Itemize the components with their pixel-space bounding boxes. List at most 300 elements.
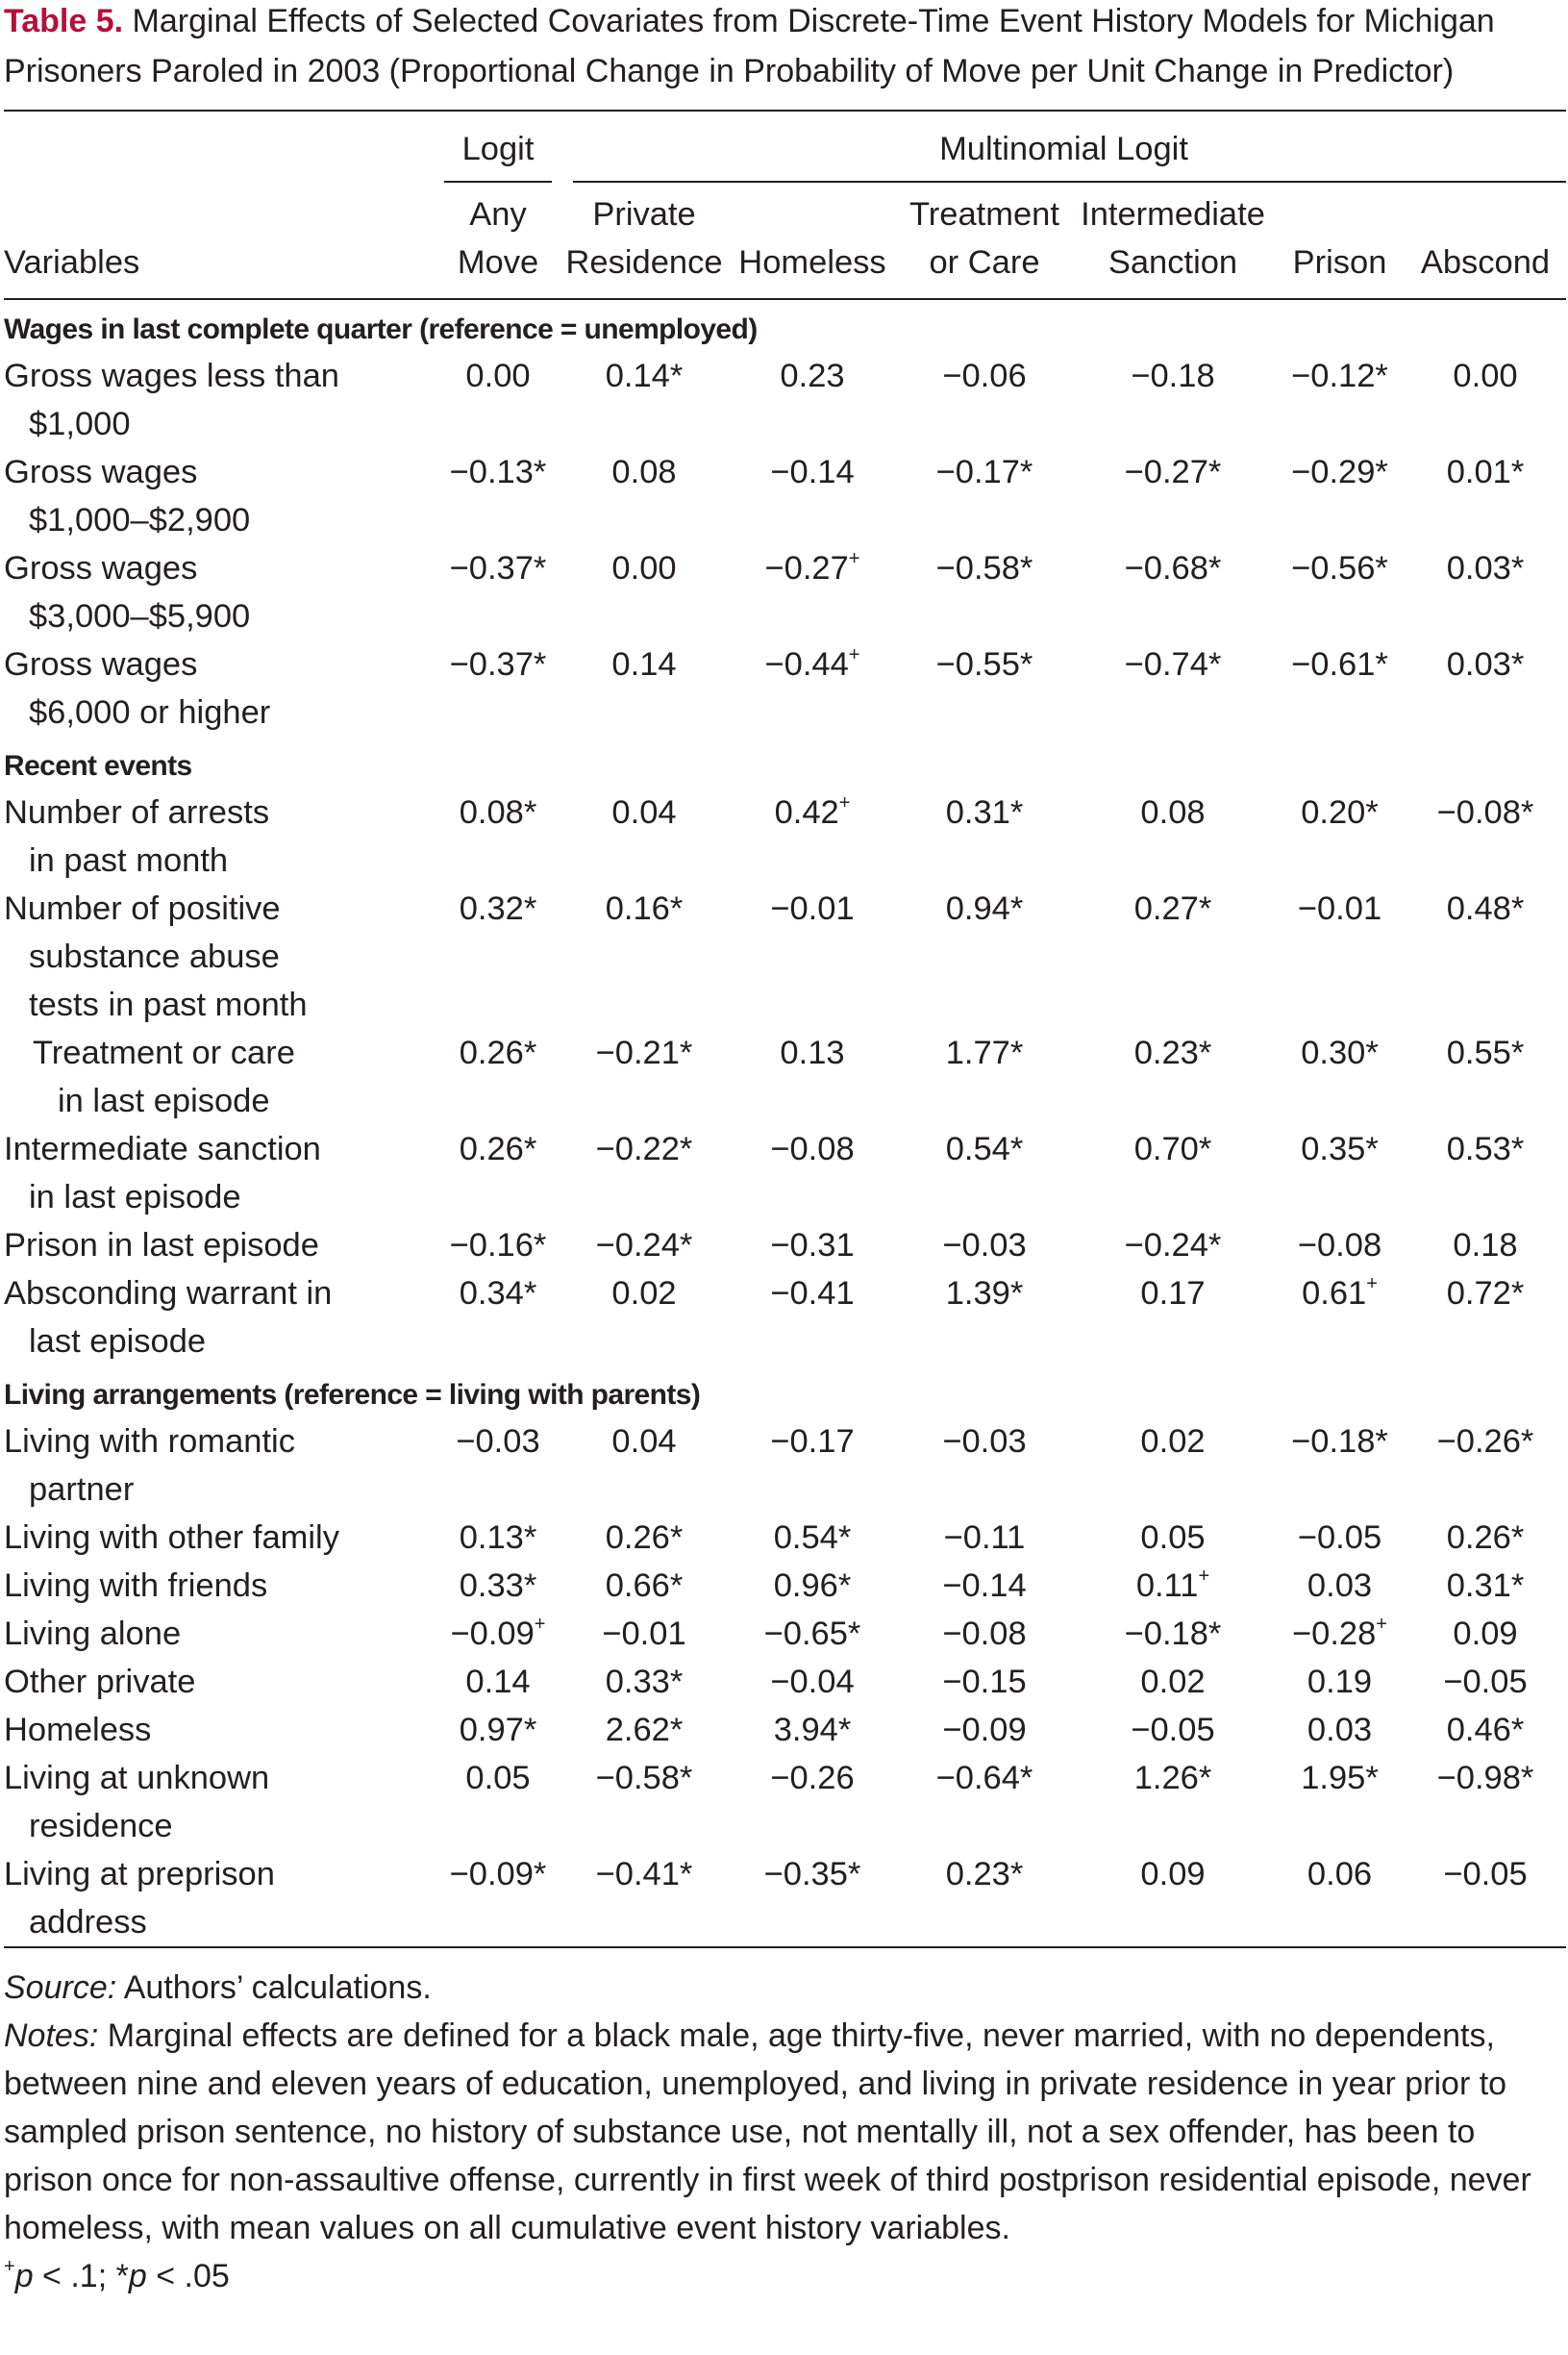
value: −0.09 — [942, 1712, 1027, 1748]
value: −0.26 — [1436, 1423, 1521, 1460]
value-cell — [898, 1417, 1071, 1514]
value: 0.26 — [605, 1519, 670, 1556]
value: −0.26 — [770, 1760, 855, 1796]
value: 0.72 — [1446, 1275, 1511, 1312]
value-cell — [1405, 352, 1566, 448]
section-title: Recent events — [4, 750, 192, 782]
notes-text: Marginal effects are defined for a black male, age thirty-five, never married, with no dependents, between nine and eleven years of education, unemployed, and living in private residence in year prior to sampled prison sentence, no history of substance use, not mentally ill, not a sex offender, has been to prison once for non-assaultive offense, currently in first week of third postprison residential episode, never homeless, with mean values on all cumulative event history variables. — [4, 2017, 1531, 2246]
column-header-line1 — [727, 190, 898, 238]
value: 0.02 — [1140, 1423, 1206, 1460]
value-cell — [1405, 789, 1566, 885]
row-label — [4, 1125, 435, 1221]
column-header-line1 — [1275, 190, 1405, 238]
section-header-row — [4, 299, 1566, 352]
value-cell — [1275, 1221, 1405, 1269]
significance-mark: * — [1510, 454, 1525, 490]
value: −0.05 — [1297, 1519, 1382, 1556]
value: −0.22 — [595, 1131, 680, 1167]
row-label-line: Prison in last episode — [4, 1227, 319, 1264]
value-cell — [435, 1125, 561, 1221]
value: 0.94 — [945, 890, 1010, 927]
empty-header-cell — [4, 112, 435, 183]
value: −0.08 — [942, 1616, 1027, 1652]
value: −0.24 — [1124, 1227, 1208, 1264]
value-cell — [1275, 640, 1405, 737]
value: −0.37 — [449, 550, 534, 587]
table-row — [4, 1514, 1566, 1562]
value: −0.31 — [770, 1227, 855, 1264]
value: −0.08 — [1436, 794, 1521, 831]
value-cell — [1275, 1125, 1405, 1221]
value-cell — [435, 885, 561, 1029]
value: −0.14 — [942, 1567, 1027, 1604]
value-cell — [898, 789, 1071, 885]
value: −0.17 — [935, 454, 1020, 490]
value: 0.20 — [1301, 794, 1366, 831]
value-cell — [435, 1610, 561, 1658]
row-label — [4, 789, 435, 885]
value-cell — [898, 1658, 1071, 1706]
row-label-line: Number of positive — [4, 890, 281, 927]
value-cell — [1405, 1850, 1566, 1947]
marginal-effects-table — [4, 110, 1566, 1962]
value-cell — [727, 885, 898, 1029]
value-cell — [1405, 1029, 1566, 1125]
value-cell — [1275, 544, 1405, 640]
value: 0.00 — [465, 358, 531, 394]
value: −0.98 — [1436, 1760, 1521, 1796]
value-cell — [561, 1706, 727, 1754]
table-row — [4, 789, 1566, 885]
row-label — [4, 1610, 435, 1658]
value-cell — [435, 1562, 561, 1610]
row-label-line: Living at unknown — [4, 1760, 270, 1796]
value-cell — [898, 1221, 1071, 1269]
column-header-line1: Intermediate — [1081, 196, 1265, 233]
significance-mark: * — [837, 1712, 852, 1748]
group-header-multinomial-logit: Multinomial Logit — [561, 112, 1566, 183]
value: 0.35 — [1301, 1131, 1366, 1167]
value-cell — [898, 544, 1071, 640]
significance-mark: * — [1375, 1423, 1388, 1460]
notes-paragraph — [4, 2012, 1566, 2252]
significance-mark: * — [669, 1567, 684, 1604]
value: −0.16 — [449, 1227, 534, 1264]
value-cell — [1275, 1417, 1405, 1514]
value: 0.32 — [459, 890, 524, 927]
row-label-line: Gross wages — [4, 454, 198, 490]
value-cell — [435, 1514, 561, 1562]
value: 0.54 — [773, 1519, 838, 1556]
table-row — [4, 1221, 1566, 1269]
value-cell — [898, 1706, 1071, 1754]
value: 0.27 — [1133, 890, 1199, 927]
column-header-0 — [435, 183, 561, 299]
column-header-line2: Move — [457, 244, 539, 281]
value-cell — [561, 352, 727, 448]
value-cell — [1071, 1754, 1275, 1850]
significance-mark: * — [1375, 454, 1388, 490]
significance-mark: * — [679, 1227, 693, 1264]
value-cell — [898, 448, 1071, 544]
value-cell — [561, 544, 727, 640]
significance-mark: * — [1510, 646, 1525, 683]
significance-mark: * — [1019, 550, 1033, 587]
value-cell — [561, 640, 727, 737]
value: −0.13 — [449, 454, 534, 490]
value: −0.08 — [770, 1131, 855, 1167]
significance-mark: * — [1019, 1760, 1033, 1796]
value: −0.01 — [770, 890, 855, 927]
significance-footnote — [4, 2252, 1566, 2300]
value: −0.03 — [942, 1227, 1027, 1264]
value-cell — [1071, 1706, 1275, 1754]
significance-mark: * — [1198, 1035, 1212, 1071]
section-title: Living arrangements (reference = living with parents) — [4, 1379, 701, 1411]
value: 0.00 — [1453, 358, 1518, 394]
table-row — [4, 1754, 1566, 1850]
significance-mark: * — [523, 1567, 537, 1604]
row-label-line: address — [29, 1904, 147, 1941]
value: −0.15 — [942, 1664, 1027, 1700]
value-cell — [435, 1754, 561, 1850]
significance-mark: * — [1365, 1035, 1379, 1071]
row-label — [4, 352, 435, 448]
value-cell — [727, 1125, 898, 1221]
source-text: Authors’ calculations. — [116, 1969, 432, 2006]
value: 0.23 — [780, 358, 845, 394]
significance-mark: * — [1198, 1760, 1212, 1796]
table-notes — [4, 1964, 1566, 2300]
value-cell — [1405, 1125, 1566, 1221]
value: 0.02 — [1140, 1664, 1206, 1700]
table-row — [4, 544, 1566, 640]
value-cell — [561, 448, 727, 544]
value: −0.17 — [770, 1423, 855, 1460]
column-header-5 — [1275, 183, 1405, 299]
column-header-line1 — [1405, 190, 1566, 238]
value-cell — [898, 640, 1071, 737]
value-cell — [1275, 1706, 1405, 1754]
row-label — [4, 1562, 435, 1610]
significance-mark: * — [1365, 1760, 1379, 1796]
value-cell — [727, 1562, 898, 1610]
value: 0.46 — [1446, 1712, 1511, 1748]
row-label-line: Homeless — [4, 1712, 152, 1748]
value: 2.62 — [605, 1712, 670, 1748]
value-cell — [898, 1269, 1071, 1365]
value: 0.08 — [611, 454, 677, 490]
significance-mark: * — [679, 1760, 693, 1796]
section-header-row — [4, 737, 1566, 789]
value-cell — [1275, 1754, 1405, 1850]
value: 0.13 — [780, 1035, 845, 1071]
value: 0.00 — [611, 550, 677, 587]
significance-mark: * — [1510, 1712, 1525, 1748]
value: 0.14 — [605, 358, 670, 394]
value: 0.02 — [611, 1275, 677, 1312]
value-cell — [727, 1221, 898, 1269]
significance-mark: * — [837, 1567, 852, 1604]
column-header-line2: or Care — [929, 244, 1040, 281]
column-header-variables: Variables — [4, 244, 140, 281]
value: 0.70 — [1133, 1131, 1199, 1167]
value-cell — [1405, 1269, 1566, 1365]
table-label: Table 5. — [4, 3, 124, 39]
value: 1.26 — [1133, 1760, 1199, 1796]
source-label: Source: — [4, 1969, 117, 2006]
value-cell — [1071, 1514, 1275, 1562]
significance-mark: * — [1009, 1131, 1024, 1167]
value: 0.01 — [1446, 454, 1511, 490]
significance-mark: * — [679, 1131, 693, 1167]
value-cell — [1275, 1610, 1405, 1658]
value: 0.09 — [1453, 1616, 1518, 1652]
significance-mark: * — [847, 1616, 861, 1652]
table-row — [4, 1658, 1566, 1706]
significance-mark: * — [533, 1856, 547, 1892]
value-cell — [1071, 1850, 1275, 1947]
table-row — [4, 1029, 1566, 1125]
value: −0.05 — [1131, 1712, 1215, 1748]
value-cell — [1405, 885, 1566, 1029]
significance-mark: * — [1510, 1567, 1525, 1604]
value: 0.03 — [1307, 1567, 1373, 1604]
value-cell — [1275, 1514, 1405, 1562]
table-row — [4, 1706, 1566, 1754]
value: 0.08 — [1140, 794, 1206, 831]
row-label — [4, 544, 435, 640]
row-label-line: last episode — [29, 1323, 207, 1360]
value-cell — [1405, 1221, 1566, 1269]
value: 0.23 — [945, 1856, 1010, 1892]
value-cell — [561, 1754, 727, 1850]
significance-mark: * — [1198, 890, 1212, 927]
value: 0.30 — [1301, 1035, 1366, 1071]
value-cell — [1275, 885, 1405, 1029]
value-cell — [1071, 1221, 1275, 1269]
row-label-line: Living alone — [4, 1616, 182, 1652]
value-cell — [1405, 1514, 1566, 1562]
significance-mark: * — [847, 1856, 861, 1892]
value-cell — [727, 640, 898, 737]
significance-mark: * — [1520, 1423, 1534, 1460]
value-cell — [435, 1850, 561, 1947]
significance-mark: * — [1365, 794, 1379, 831]
notes-label: Notes: — [4, 2017, 99, 2054]
bottom-rule — [4, 1947, 1566, 1962]
value-cell — [1071, 1417, 1275, 1514]
value-cell — [561, 1562, 727, 1610]
value: −0.14 — [770, 454, 855, 490]
value: 0.31 — [945, 794, 1010, 831]
significance-mark: * — [1009, 1856, 1024, 1892]
table-row — [4, 352, 1566, 448]
value: 0.03 — [1446, 646, 1511, 683]
table-row — [4, 1125, 1566, 1221]
value: −0.74 — [1124, 646, 1208, 683]
value-cell — [898, 1125, 1071, 1221]
value-cell — [435, 1029, 561, 1125]
fn-t2: < .05 — [146, 2258, 230, 2294]
significance-mark: * — [1520, 794, 1534, 831]
row-label-line: Living with romantic — [4, 1423, 295, 1460]
value-cell — [435, 789, 561, 885]
value-cell — [1275, 1850, 1405, 1947]
value: 0.03 — [1446, 550, 1511, 587]
column-header-6 — [1405, 183, 1566, 299]
value: 0.33 — [459, 1567, 524, 1604]
row-label — [4, 640, 435, 737]
significance-mark: * — [679, 1856, 693, 1892]
value: 0.34 — [459, 1275, 524, 1312]
value-cell — [1071, 1125, 1275, 1221]
table-row — [4, 448, 1566, 544]
section-title: Wages in last complete quarter (reference = unemployed) — [4, 313, 758, 345]
table-title: Marginal Effects of Selected Covariates from Discrete-Time Event History Models for Michigan Prisoners Paroled in 2003 (Proportional Change in Probability of Move per Unit Change in Predictor) — [4, 3, 1495, 89]
row-label — [4, 1417, 435, 1514]
significance-mark: * — [533, 646, 547, 683]
row-label-line: $1,000 — [29, 406, 131, 442]
column-header-line2: Abscond — [1420, 244, 1551, 281]
value: −0.12 — [1291, 358, 1376, 394]
value: 0.11 — [1135, 1567, 1199, 1604]
value: 0.66 — [605, 1567, 670, 1604]
value: 0.04 — [611, 1423, 677, 1460]
value: −0.05 — [1443, 1856, 1528, 1892]
table-caption — [4, 0, 1566, 96]
value: −0.06 — [942, 358, 1027, 394]
significance-mark: * — [533, 550, 547, 587]
value-cell — [435, 1658, 561, 1706]
row-label-line: Intermediate sanction — [4, 1131, 321, 1167]
value: 0.08 — [459, 794, 524, 831]
value-cell — [1275, 789, 1405, 885]
value: 0.42 — [774, 794, 839, 831]
significance-mark: * — [1009, 890, 1024, 927]
value: 0.61 — [1302, 1275, 1367, 1312]
value: −0.58 — [935, 550, 1020, 587]
row-label — [4, 885, 435, 1029]
value-cell — [1275, 352, 1405, 448]
value: −0.01 — [602, 1616, 686, 1652]
column-header-line1: Private — [592, 196, 696, 233]
fn-plus: + — [4, 2256, 15, 2277]
value: 0.17 — [1140, 1275, 1206, 1312]
value: −0.01 — [1297, 890, 1382, 927]
significance-mark: * — [669, 1664, 684, 1700]
value: −0.09 — [449, 1856, 534, 1892]
value-cell — [435, 448, 561, 544]
value-cell — [1071, 1658, 1275, 1706]
value-cell — [898, 1029, 1071, 1125]
value: 0.96 — [773, 1567, 838, 1604]
row-label — [4, 1850, 435, 1947]
value-cell — [727, 1610, 898, 1658]
value: −0.27 — [1124, 454, 1208, 490]
value-cell — [727, 1417, 898, 1514]
value: 0.48 — [1446, 890, 1511, 927]
value-cell — [435, 1417, 561, 1514]
value-cell — [561, 1610, 727, 1658]
column-header-line2: Homeless — [738, 244, 886, 281]
row-label-line: Gross wages — [4, 646, 198, 683]
significance-mark: * — [679, 1035, 693, 1071]
significance-mark: * — [1375, 550, 1388, 587]
value: 0.26 — [459, 1131, 524, 1167]
value-cell — [561, 1029, 727, 1125]
significance-mark: * — [523, 890, 537, 927]
row-label — [4, 1514, 435, 1562]
column-header-3 — [898, 183, 1071, 299]
value: −0.65 — [763, 1616, 848, 1652]
row-label-line: $3,000–$5,900 — [29, 598, 251, 635]
value-cell — [898, 1514, 1071, 1562]
value: 0.04 — [611, 794, 677, 831]
row-label — [4, 1754, 435, 1850]
value-cell — [1405, 1417, 1566, 1514]
significance-mark: * — [837, 1519, 852, 1556]
value-cell — [727, 1269, 898, 1365]
column-header-4 — [1071, 183, 1275, 299]
significance-mark: + — [848, 644, 860, 665]
significance-mark: * — [1510, 550, 1525, 587]
row-label-line: in past month — [29, 842, 229, 879]
value: −0.29 — [1291, 454, 1376, 490]
value: −0.37 — [449, 646, 534, 683]
section-header-row — [4, 1365, 1566, 1417]
value-cell — [727, 544, 898, 640]
value-cell — [561, 1221, 727, 1269]
significance-mark: * — [1510, 1275, 1525, 1312]
value: 1.39 — [945, 1275, 1010, 1312]
row-label — [4, 1221, 435, 1269]
row-label-line: in last episode — [58, 1083, 270, 1119]
value: −0.04 — [770, 1664, 855, 1700]
significance-mark: * — [1207, 454, 1222, 490]
row-label — [4, 1658, 435, 1706]
value: −0.18 — [1131, 358, 1215, 394]
value-cell — [561, 1850, 727, 1947]
column-header-2 — [727, 183, 898, 299]
significance-mark: + — [1366, 1273, 1378, 1294]
value-cell — [727, 448, 898, 544]
value-cell — [898, 352, 1071, 448]
row-label-line: Other private — [4, 1664, 196, 1700]
value: 0.16 — [605, 890, 670, 927]
row-label — [4, 1029, 435, 1125]
significance-mark: * — [1207, 646, 1222, 683]
value: −0.18 — [1291, 1423, 1376, 1460]
value: −0.05 — [1443, 1664, 1528, 1700]
value-cell — [1275, 1658, 1405, 1706]
column-header-line2: Prison — [1292, 244, 1387, 281]
significance-mark: + — [848, 548, 860, 569]
value: −0.41 — [595, 1856, 680, 1892]
value: 0.26 — [1446, 1519, 1511, 1556]
value: 0.13 — [459, 1519, 524, 1556]
value-cell — [1405, 1610, 1566, 1658]
value-cell — [561, 885, 727, 1029]
source-note — [4, 1964, 1566, 2012]
value-cell — [1275, 1269, 1405, 1365]
significance-mark: * — [1510, 1131, 1525, 1167]
value-cell — [1071, 1562, 1275, 1610]
value: 0.53 — [1446, 1131, 1511, 1167]
value: 1.77 — [945, 1035, 1010, 1071]
value: −0.41 — [770, 1275, 855, 1312]
value: 0.26 — [459, 1035, 524, 1071]
